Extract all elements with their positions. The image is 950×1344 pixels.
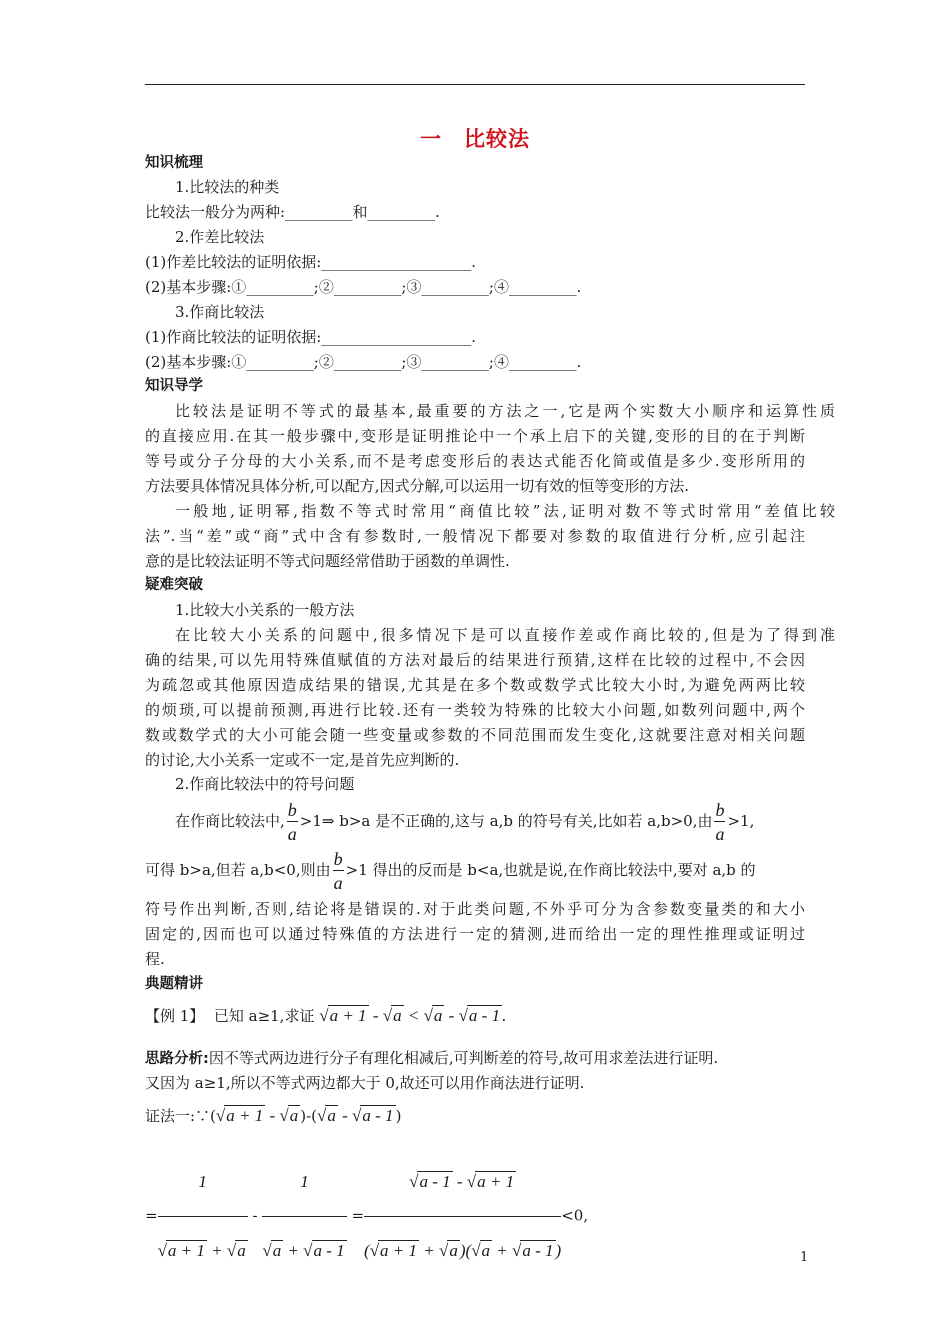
text-line: 3.作商比较法 (175, 303, 265, 321)
page-title: 一 比较法 (420, 127, 530, 151)
section-heading-difficulty: 疑难突破 (145, 577, 203, 593)
header-rule (145, 84, 805, 85)
paragraph-line: 意的是比较法证明不等式问题经常借助于函数的单调性. (145, 552, 510, 570)
paragraph-line: 的烦琐,可以提前预测,再进行比较.还有一类较为特殊的比较大小问题,如数列问题中,两个 (145, 701, 805, 719)
analysis-line: 又因为 a≥1,所以不等式两边都大于 0,故还可以用作商法进行证明. (145, 1074, 585, 1092)
paragraph-line: 等号或分子分母的大小关系,而不是考虑变形后的表达式能否化简或值是多少.变形所用的 (145, 452, 805, 470)
paragraph-line: 的直接应用.在其一般步骤中,变形是证明推论中一个承上启下的关键,变形的目的在于判断 (145, 427, 805, 445)
analysis-line: 思路分析:因不等式两边进行分子有理化相减后,可判断差的符号,故可用求差法进行证明. (145, 1049, 719, 1067)
fraction-term-2: $\frac{1}{√a + √a - 1}$ (262, 1152, 346, 1281)
paragraph-line: 确的结果,可以先用特殊值赋值的方法对最后的结果进行预猜,这样在比较的过程中,不会因 (145, 651, 805, 669)
paragraph-line: 在比较大小关系的问题中,很多情况下是可以直接作差或作商比较的,但是为了得到准 (175, 626, 835, 644)
fraction-b-over-a: $\frac{b}{a}$ (287, 800, 297, 844)
paragraph-line: 方法要具体情况具体分析,可以配方,因式分解,可以运用一切有效的恒等变形的方法. (145, 477, 690, 495)
text-line: (2)基本步骤:①_________;②_________;③_________;④_________. (145, 353, 582, 371)
text-line: 1.比较大小关系的一般方法 (175, 601, 355, 619)
text-line: (2)基本步骤:①_________;②_________;③_________;④_________. (145, 278, 582, 296)
paragraph-line: 比较法是证明不等式的最基本,最重要的方法之一,它是两个实数大小顺序和运算性质 (175, 402, 835, 420)
text-line: 2.作商比较法中的符号问题 (175, 775, 355, 793)
section-heading-knowledge: 知识梳理 (145, 155, 203, 171)
example-inequality: √a + 1 - √a < √a - √a - 1 . (319, 1006, 507, 1025)
paragraph-line: 为疏忽或其他原因造成结果的错误,尤其是在多个数或数学式比较大小时,为避免两两比较 (145, 676, 805, 694)
paragraph-line: 符号作出判断,否则,结论将是错误的.对于此类问题,不外乎可分为含参数变量类的和大小 (145, 900, 805, 918)
paragraph-line: 的讨论,大小关系一定或不一定,是首先应判断的. (145, 751, 460, 769)
text-line: 比较法一般分为两种:_________和_________. (145, 203, 440, 221)
fraction-b-over-a: $\frac{b}{a}$ (715, 800, 725, 844)
page-number: 1 (800, 1250, 809, 1265)
text-line: (1)作差比较法的证明依据:____________________. (145, 253, 477, 271)
example-1: 【例 1】 已知 a≥1,求证 √a + 1 - √a < √a - √a - 1 . (145, 1006, 507, 1025)
paragraph-line: 固定的,因而也可以通过特殊值的方法进行一定的猜测,进而给出一定的理性推理或证明过 (145, 925, 805, 943)
text-line: 1.比较法的种类 (175, 178, 280, 196)
fraction-b-over-a: $\frac{b}{a}$ (333, 849, 343, 893)
fraction-term-1: $\frac{1}{√a + 1 + √a}$ (158, 1152, 248, 1281)
section-heading-examples: 典题精讲 (145, 976, 203, 992)
paragraph-line: 法”.当“差”或“商”式中含有参数时,一般情况下都要对参数的取值进行分析,应引起注 (145, 527, 805, 545)
paragraph-line: 数或数学式的大小可能会随一些变量或参数的不同范围而发生变化,这就要注意对相关问题 (145, 726, 805, 744)
proof-1-equation: = $\frac{1}{√a + 1 + √a}$ - $\frac{1}{√a + √a - 1}$ = $\frac{√a - 1 - √a + 1}{(√a + 1 + √a )(√a + √a - 1 )}$ <0, (145, 1152, 805, 1281)
quotient-line-1: 在作商比较法中, $\frac{b}{a}$ >1⇒ b>a 是不正确的,这与 a,b 的符号有关,比如若 a,b>0,由 $\frac{b}{a}$ >1, (175, 800, 755, 844)
paragraph-line: 一般地,证明幂,指数不等式时常用“商值比较”法,证明对数不等式时常用“差值比较 (175, 502, 835, 520)
paragraph-line: 程. (145, 950, 165, 968)
quotient-line-2: 可得 b>a,但若 a,b<0,则由 $\frac{b}{a}$ >1 得出的反而是 b<a,也就是说,在作商比较法中,要对 a,b 的 (145, 849, 756, 893)
proof-1-start: 证法一:∵(√a + 1 - √a )-(√a - √a - 1 ) (145, 1106, 402, 1125)
section-heading-guide: 知识导学 (145, 378, 203, 394)
fraction-result: $\frac{√a - 1 - √a + 1}{(√a + 1 + √a )(√a + √a - 1 )}$ (364, 1152, 561, 1281)
text-line: (1)作商比较法的证明依据:____________________. (145, 328, 477, 346)
text-line: 2.作差比较法 (175, 228, 265, 246)
